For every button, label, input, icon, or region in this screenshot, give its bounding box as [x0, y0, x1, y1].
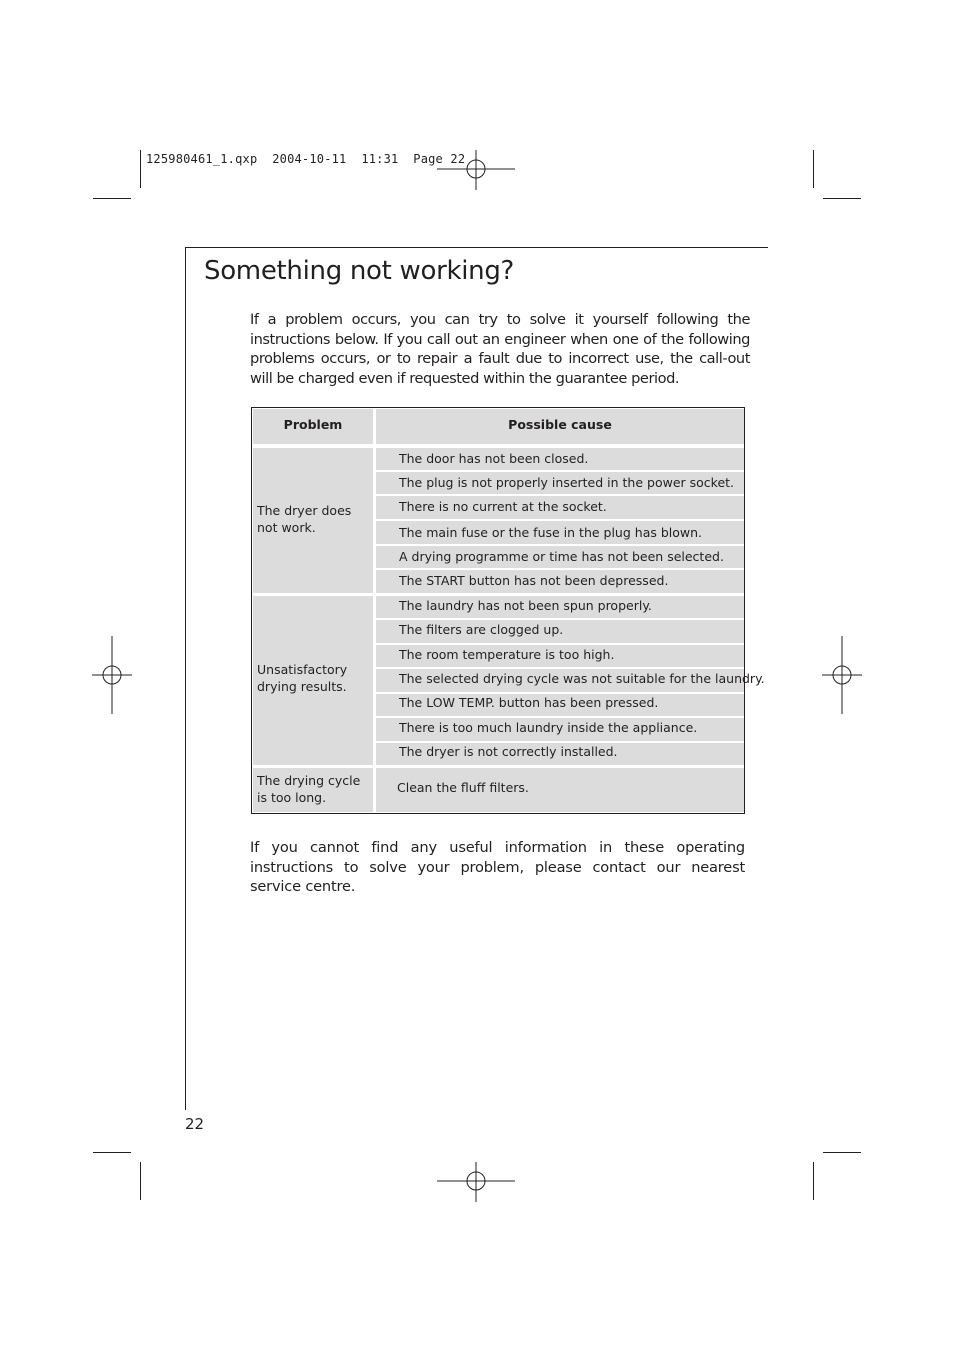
- header-cause-label: Possible cause: [508, 417, 612, 432]
- cause-row: [376, 694, 744, 716]
- crop-mark: [823, 198, 861, 199]
- page-number: 22: [185, 1115, 205, 1133]
- cause-row: [376, 448, 744, 470]
- problem-cell: [253, 768, 373, 812]
- cause-row: [376, 596, 744, 618]
- crop-mark: [813, 150, 814, 188]
- troubleshooting-table: [251, 407, 765, 814]
- cause-row: [376, 768, 744, 812]
- registration-mark-icon: [92, 636, 132, 714]
- cause-row: [376, 472, 744, 494]
- registration-mark-icon: [437, 1162, 517, 1202]
- registration-mark-icon: [822, 636, 862, 714]
- cause-text: The laundry has not been spun properly.: [399, 598, 652, 613]
- crop-mark: [93, 198, 131, 199]
- table-header-problem: [253, 409, 373, 444]
- cause-text: The dryer is not correctly installed.: [399, 744, 618, 759]
- cause-text: Clean the fluff filters.: [397, 780, 529, 795]
- crop-mark: [140, 1162, 141, 1200]
- cause-text: The main fuse or the fuse in the plug has blown.: [399, 525, 703, 540]
- cause-text: There is no current at the socket.: [399, 499, 607, 514]
- cause-text: The filters are clogged up.: [399, 622, 564, 637]
- cause-text: The door has not been closed.: [399, 451, 589, 466]
- table-header-cause: [376, 409, 744, 444]
- problem-text: The dryer does not work.: [257, 503, 352, 535]
- header-problem-label: Problem: [283, 417, 343, 432]
- crop-mark: [823, 1152, 861, 1153]
- intro-paragraph: If a problem occurs, you can try to solve it yourself following the instructions below. If you call out an engineer when one of the following problems occurs, or to repair a fault due to incorrect use, the call-out will be charged even if requested within the guarantee period.: [250, 311, 750, 387]
- left-rule: [185, 247, 186, 1110]
- cause-text: The plug is not properly inserted in the power socket.: [399, 475, 735, 490]
- cause-text: There is too much laundry inside the appliance.: [399, 720, 698, 735]
- problem-cell: [253, 448, 373, 593]
- problem-text: The drying cycle is too long.: [257, 773, 361, 805]
- cause-row: [376, 570, 744, 593]
- cause-row: [376, 496, 744, 519]
- top-rule: [185, 247, 768, 248]
- cause-row: [376, 743, 744, 765]
- cause-text: The START button has not been depressed.: [399, 573, 669, 588]
- cause-row: [376, 521, 744, 544]
- outro-paragraph: If you cannot find any useful information in these operating instructions to solve your problem, please contact our nearest service centre.: [250, 839, 745, 895]
- problem-text: Unsatisfactory drying results.: [257, 662, 348, 694]
- cause-row: [376, 546, 744, 568]
- cause-row: [376, 620, 744, 643]
- page-title: Something not working?: [204, 256, 515, 286]
- cause-text: The selected drying cycle was not suitable for the laundry.: [399, 671, 765, 686]
- crop-mark: [140, 150, 141, 188]
- crop-mark: [813, 1162, 814, 1200]
- cause-row: [376, 645, 744, 667]
- crop-mark: [93, 1152, 131, 1153]
- file-slug: 125980461_1.qxp 2004-10-11 11:31 Page 22: [146, 152, 466, 166]
- cause-row: [376, 669, 765, 692]
- cause-text: A drying programme or time has not been selected.: [399, 549, 724, 564]
- cause-text: The LOW TEMP. button has been pressed.: [399, 695, 659, 710]
- cause-row: [376, 718, 744, 741]
- cause-text: The room temperature is too high.: [399, 647, 615, 662]
- registration-mark-icon: [437, 150, 517, 190]
- problem-cell: [253, 596, 373, 765]
